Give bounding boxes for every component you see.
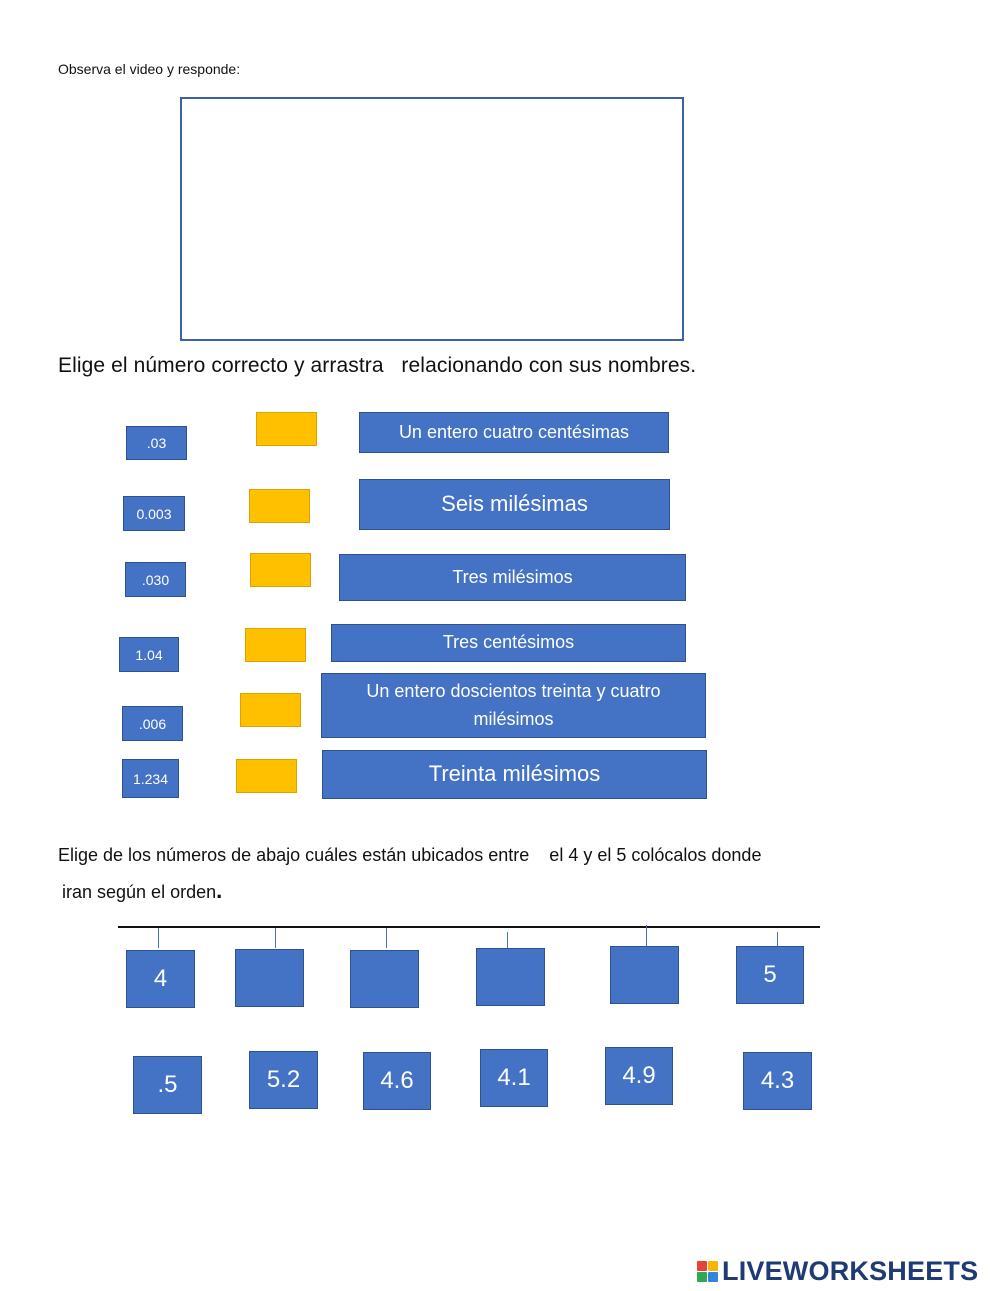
- number-card[interactable]: 0.003: [123, 496, 185, 531]
- logo-mark-icon: [697, 1261, 718, 1282]
- name-card: Treinta milésimos: [322, 750, 707, 799]
- number-line-slot: 4: [126, 950, 195, 1008]
- number-card[interactable]: .03: [126, 426, 187, 460]
- number-line-slot: 5: [736, 946, 804, 1004]
- logo-mark-square: [708, 1261, 718, 1271]
- logo-mark-square: [708, 1272, 718, 1282]
- name-card: Tres centésimos: [331, 624, 686, 662]
- name-card: Un entero cuatro centésimas: [359, 412, 669, 453]
- number-line: [118, 926, 820, 928]
- question2-prompt-line1: Elige de los números de abajo cuáles están ubicados entre el 4 y el 5 colócalos donde: [58, 845, 762, 865]
- question2-prompt-text: iran según el orden: [62, 882, 217, 902]
- question2-prompt-line2: [62, 878, 222, 904]
- name-card: Seis milésimas: [359, 479, 670, 530]
- answer-card[interactable]: 4.1: [480, 1049, 548, 1107]
- number-line-tick: [507, 932, 508, 948]
- logo-text: LIVEWORKSHEETS: [722, 1255, 979, 1286]
- answer-card[interactable]: .5: [133, 1056, 202, 1114]
- drop-target[interactable]: [240, 693, 301, 727]
- number-line-slot[interactable]: [235, 949, 304, 1007]
- number-line-tick: [386, 928, 387, 948]
- logo-mark-square: [697, 1272, 707, 1282]
- drop-target[interactable]: [250, 553, 311, 587]
- number-card[interactable]: 1.234: [122, 759, 179, 798]
- number-card[interactable]: .030: [125, 562, 186, 597]
- drop-target[interactable]: [236, 759, 297, 793]
- drop-target[interactable]: [245, 628, 306, 662]
- number-line-tick: [646, 925, 647, 947]
- answer-card[interactable]: 5.2: [249, 1051, 318, 1109]
- liveworksheets-logo: [697, 1256, 978, 1286]
- answer-card[interactable]: 4.3: [743, 1052, 812, 1110]
- instruction-video: Observa el video y responde:: [58, 61, 241, 77]
- number-line-slot[interactable]: [350, 950, 419, 1008]
- name-card: Un entero doscientos treinta y cuatro milésimos: [321, 673, 706, 738]
- question2-prompt-period: .: [216, 878, 223, 903]
- video-player[interactable]: [180, 97, 684, 341]
- number-line-tick: [275, 928, 276, 948]
- name-card: Tres milésimos: [339, 554, 686, 601]
- number-line-slot[interactable]: [476, 948, 545, 1006]
- logo-mark-square: [697, 1261, 707, 1271]
- answer-card[interactable]: 4.9: [605, 1047, 673, 1105]
- number-line-slot[interactable]: [610, 946, 679, 1004]
- answer-card[interactable]: 4.6: [363, 1052, 431, 1110]
- number-card[interactable]: 1.04: [119, 637, 179, 672]
- question1-prompt: Elige el número correcto y arrastra relacionando con sus nombres.: [58, 354, 697, 377]
- number-line-tick: [158, 928, 159, 948]
- drop-target[interactable]: [256, 412, 317, 446]
- number-card[interactable]: .006: [122, 706, 183, 741]
- drop-target[interactable]: [249, 489, 310, 523]
